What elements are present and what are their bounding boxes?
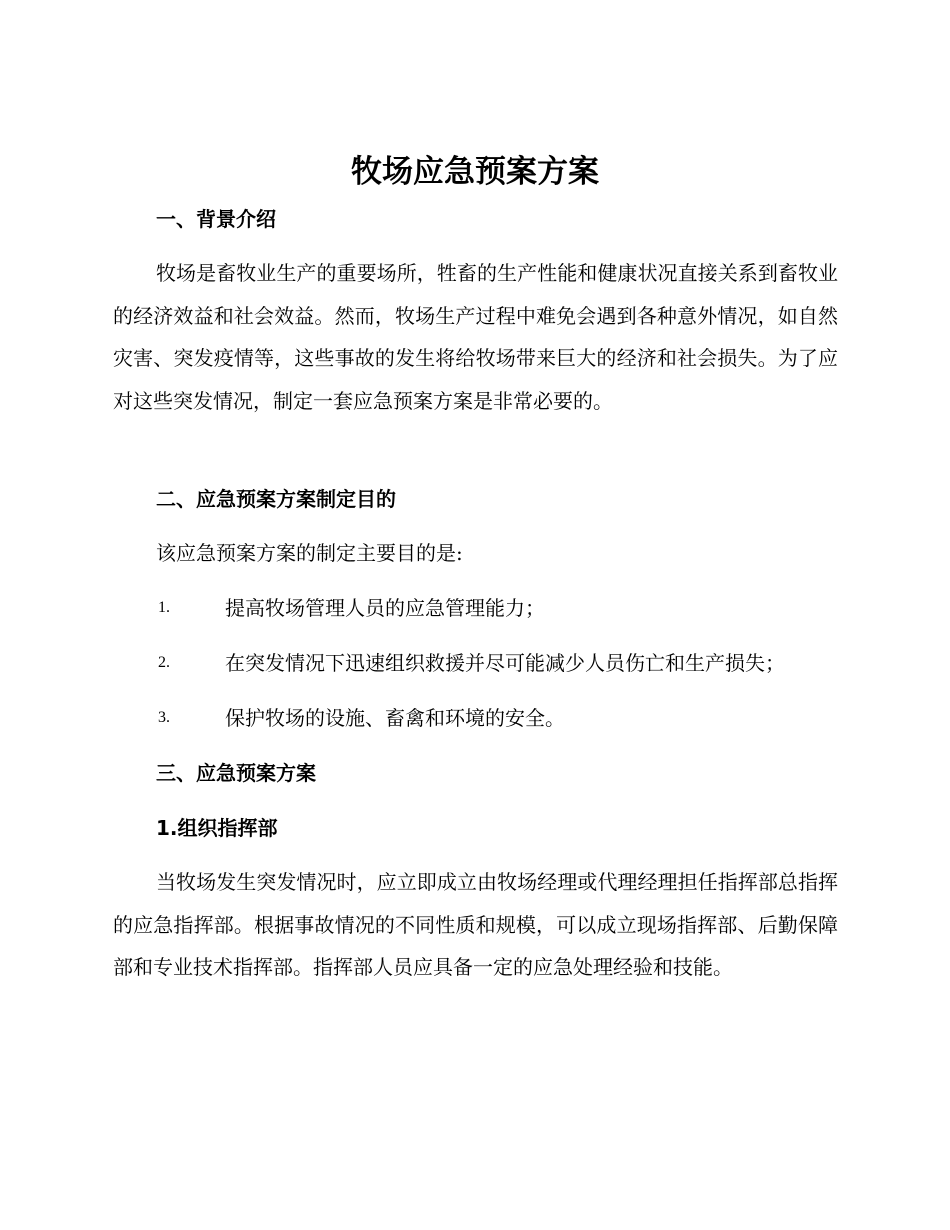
purpose-intro: 该应急预案方案的制定主要目的是: bbox=[156, 541, 463, 565]
list-item-number: 2. bbox=[158, 654, 170, 671]
list-item bbox=[158, 703, 858, 733]
list-item-text: 在突发情况下迅速组织救援并尽可能减少人员伤亡和生产损失； bbox=[225, 651, 785, 675]
section-heading-background: 一、背景介绍 bbox=[156, 207, 276, 231]
list-item-number: 1. bbox=[158, 599, 170, 616]
list-item-text: 提高牧场管理人员的应急管理能力； bbox=[225, 596, 545, 620]
list-item bbox=[158, 593, 858, 623]
list-item bbox=[158, 648, 858, 678]
background-paragraph: 牧场是畜牧业生产的重要场所，牲畜的生产性能和健康状况直接关系到畜牧业的经济效益和社会效益。然而，牧场生产过程中难免会遇到各种意外情况，如自然灾害、突发疫情等，这些事故的发生将给牧场带来巨大的经济和社会损失。为了应对这些突发情况，制定一套应急预案方案是非常必要的。 bbox=[113, 261, 838, 413]
list-item-text: 保护牧场的设施、畜禽和环境的安全。 bbox=[225, 706, 565, 730]
command-paragraph: 当牧场发生突发情况时，应立即成立由牧场经理或代理经理担任指挥部总指挥的应急指挥部。根据事故情况的不同性质和规模，可以成立现场指挥部、后勤保障部和专业技术指挥部。指挥部人员应具备一定的应急处理经验和技能。 bbox=[113, 870, 838, 979]
document-title: 牧场应急预案方案 bbox=[351, 154, 599, 190]
section-heading-purpose: 二、应急预案方案制定目的 bbox=[156, 487, 396, 511]
subheading-command: 1.组织指挥部 bbox=[156, 816, 278, 840]
list-item-number: 3. bbox=[158, 709, 170, 726]
section-heading-plan: 三、应急预案方案 bbox=[156, 761, 316, 785]
